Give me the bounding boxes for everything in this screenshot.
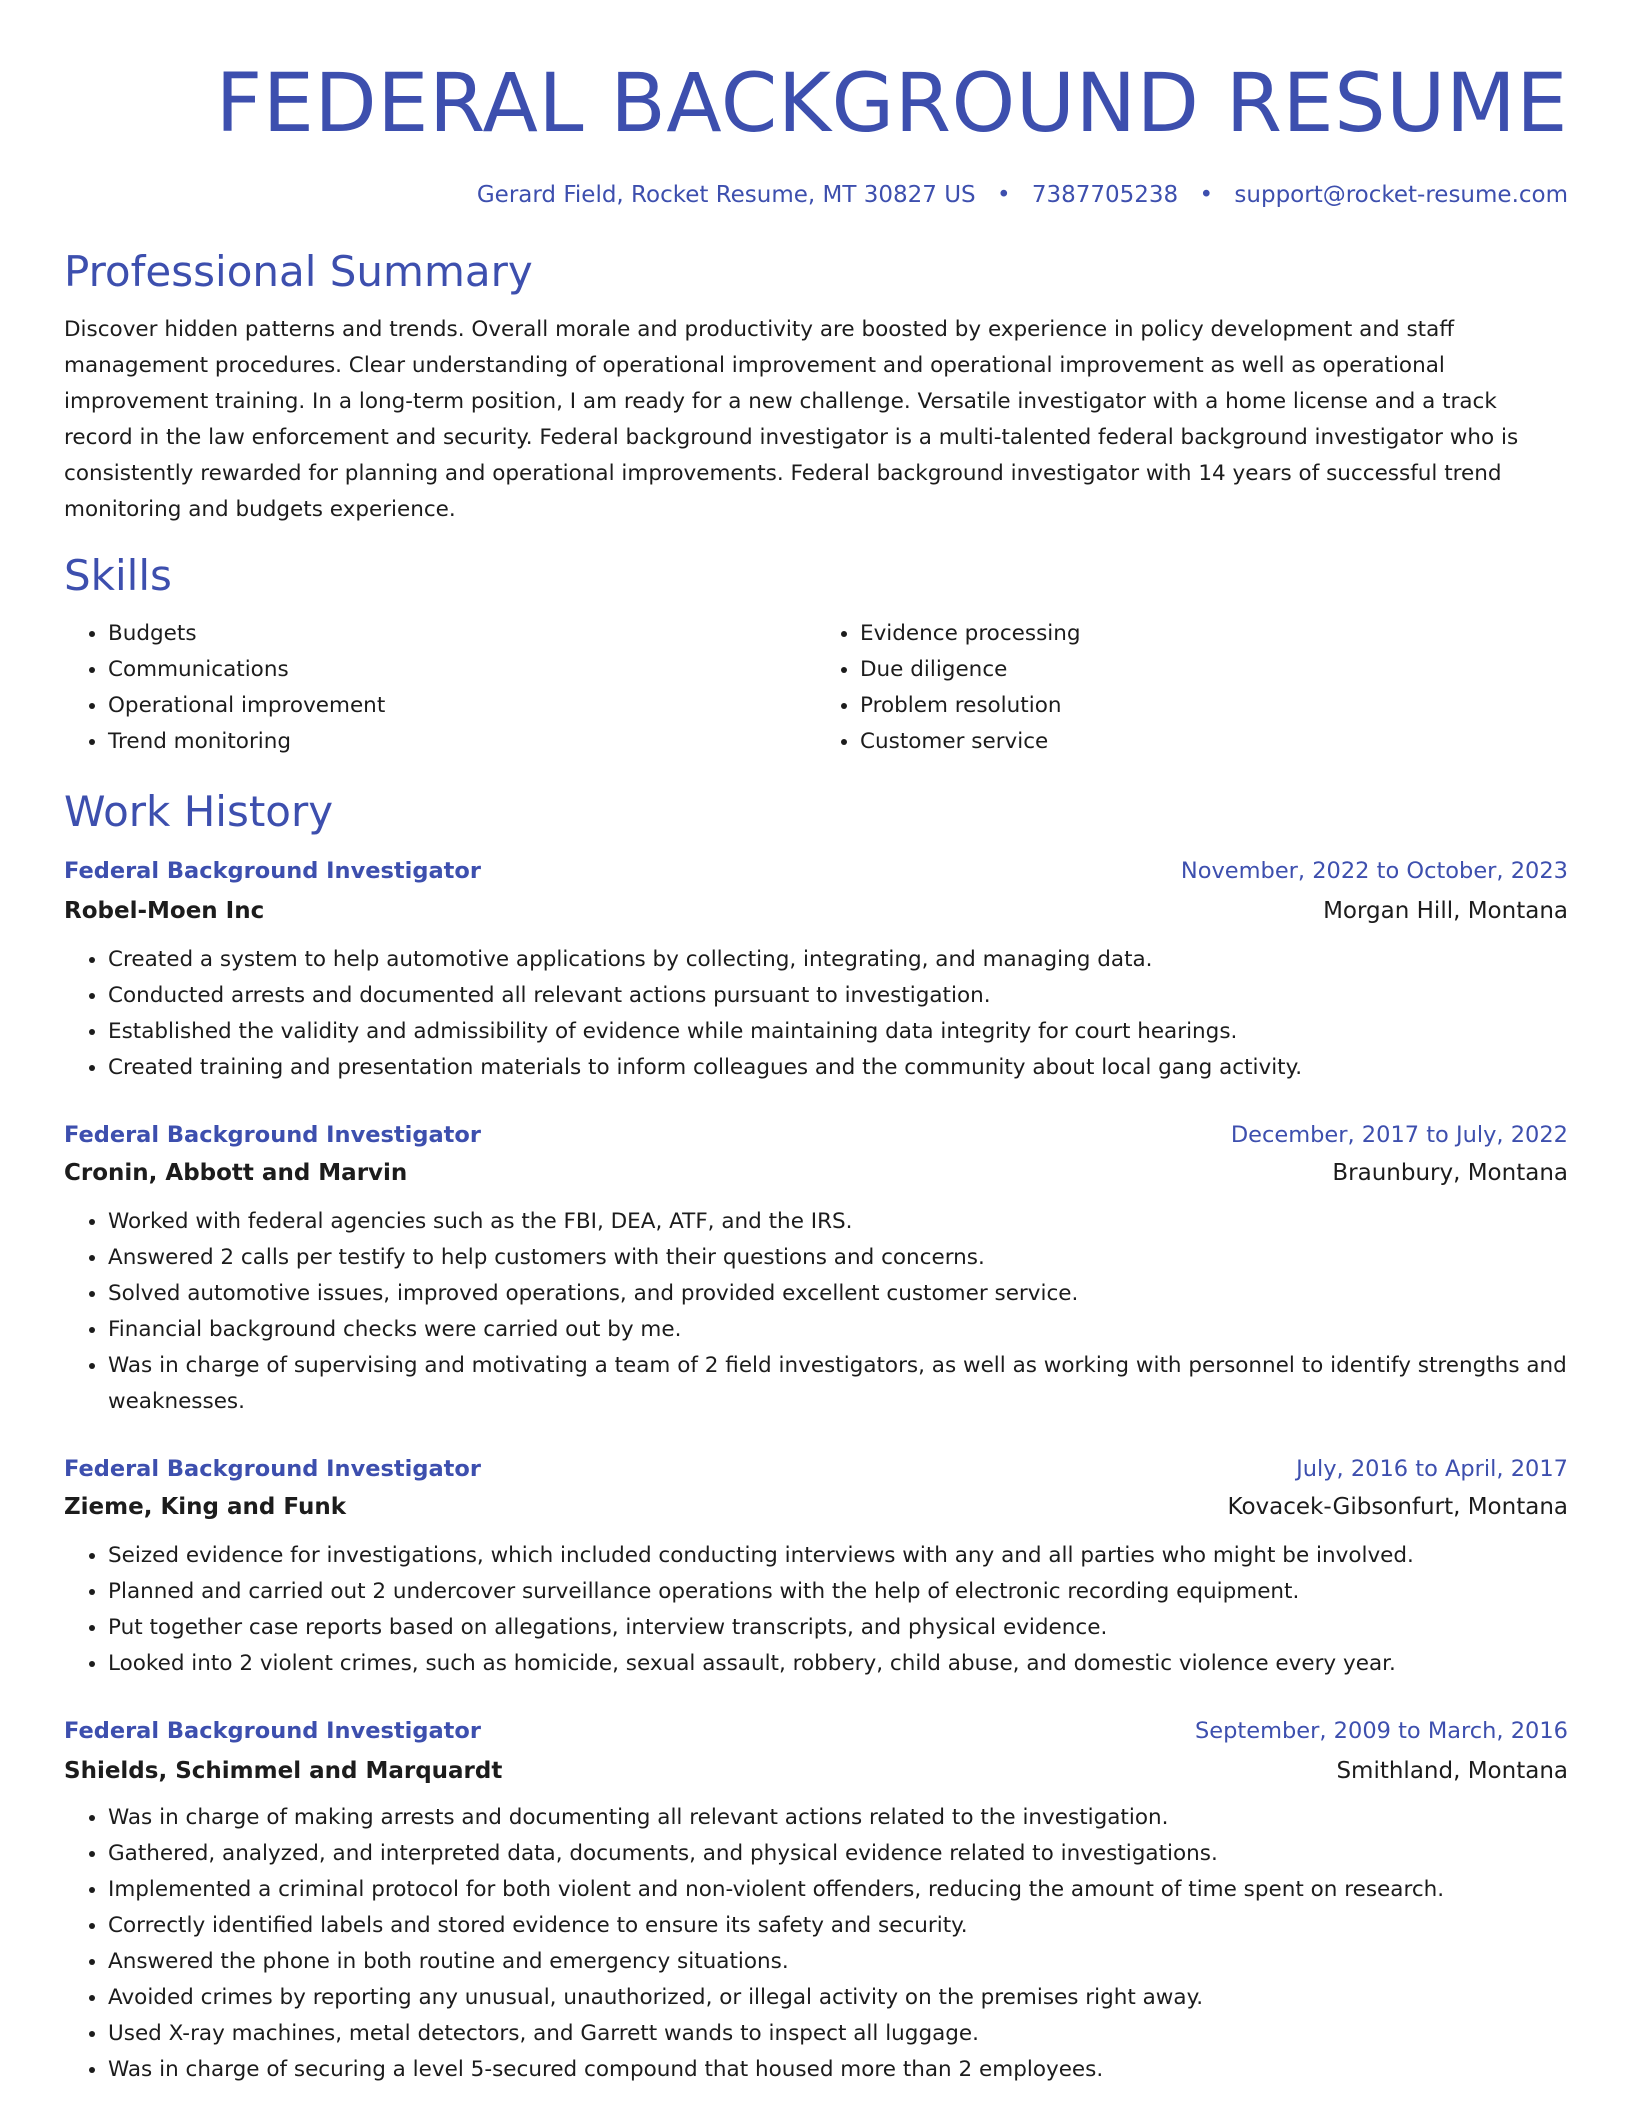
skill-item: • Problem resolution (860, 688, 1568, 724)
job-bullet: • Worked with federal agencies such as the FBI, DEA, ATF, and the IRS. (108, 1204, 1568, 1240)
contact-separator: • (1199, 182, 1214, 208)
contact-separator: • (996, 182, 1011, 208)
job-entry (64, 1120, 1568, 1420)
job-location: Smithland, Montana (1336, 1758, 1568, 1784)
job-bullet: • Gathered, analyzed, and interpreted data, documents, and physical evidence related to investigations. (108, 1836, 1568, 1872)
job-header-row (64, 1716, 1568, 1746)
job-employer-row (64, 1492, 1568, 1522)
job-title: Federal Background Investigator (64, 1456, 481, 1482)
job-employer-row (64, 896, 1568, 926)
job-dates: September, 2009 to March, 2016 (1195, 1718, 1568, 1744)
job-entry (64, 856, 1568, 1086)
job-bullet: • Planned and carried out 2 undercover surveillance operations with the help of electronic recording equipment. (108, 1574, 1568, 1610)
contact-line (64, 180, 1568, 210)
job-bullet: • Created training and presentation materials to inform colleagues and the community about local gang activity. (108, 1050, 1568, 1086)
job-bullet: • Created a system to help automotive applications by collecting, integrating, and managing data. (108, 942, 1568, 978)
job-bullet: • Used X-ray machines, metal detectors, and Garrett wands to inspect all luggage. (108, 2016, 1568, 2052)
job-dates: November, 2022 to October, 2023 (1180, 858, 1568, 884)
job-title: Federal Background Investigator (64, 1122, 481, 1148)
job-company: Cronin, Abbott and Marvin (64, 1160, 408, 1186)
skills-grid (64, 616, 1568, 760)
job-bullet: • Was in charge of making arrests and documenting all relevant actions related to the investigation. (108, 1800, 1568, 1836)
contact-address: Gerard Field, Rocket Resume, MT 30827 US (476, 182, 976, 208)
job-bullet: • Implemented a criminal protocol for both violent and non-violent offenders, reducing the amount of time spent on research. (108, 1872, 1568, 1908)
job-company: Shields, Schimmel and Marquardt (64, 1758, 503, 1784)
skill-item: • Evidence processing (860, 616, 1568, 652)
job-employer-row (64, 1756, 1568, 1786)
job-title: Federal Background Investigator (64, 858, 481, 884)
job-bullet: • Established the validity and admissibility of evidence while maintaining data integrity for court hearings. (108, 1014, 1568, 1050)
job-entry (64, 1454, 1568, 1682)
job-employer-row (64, 1158, 1568, 1188)
skills-list-right (816, 616, 1568, 760)
skill-item: • Due diligence (860, 652, 1568, 688)
job-bullet: • Financial background checks were carried out by me. (108, 1312, 1568, 1348)
job-bullet: • Looked into 2 violent crimes, such as homicide, sexual assault, robbery, child abuse, and domestic violence every year. (108, 1646, 1568, 1682)
job-bullet: • Was in charge of securing a level 5-secured compound that housed more than 2 employees. (108, 2052, 1568, 2088)
job-bullets (64, 1538, 1568, 1682)
contact-phone: 7387705238 (1031, 182, 1179, 208)
job-bullet: • Was in charge of supervising and motivating a team of 2 field investigators, as well as working with personnel to identify strengths and weaknesses. (108, 1348, 1568, 1420)
job-bullet: • Conducted arrests and documented all relevant actions pursuant to investigation. (108, 978, 1568, 1014)
resume-page (64, 0, 1568, 2088)
job-bullet: • Answered 2 calls per testify to help customers with their questions and concerns. (108, 1240, 1568, 1276)
job-location: Braunbury, Montana (1332, 1160, 1568, 1186)
resume-title: FEDERAL BACKGROUND RESUME (215, 57, 1568, 151)
job-entry (64, 1716, 1568, 2088)
skill-item: • Communications (108, 652, 816, 688)
job-bullets (64, 1800, 1568, 2088)
job-dates: July, 2016 to April, 2017 (1296, 1456, 1568, 1482)
section-title-professional-summary: Professional Summary (64, 247, 533, 296)
job-bullet: • Answered the phone in both routine and emergency situations. (108, 1944, 1568, 1980)
job-bullet: • Seized evidence for investigations, which included conducting interviews with any and all parties who might be involved. (108, 1538, 1568, 1574)
job-bullet: • Put together case reports based on allegations, interview transcripts, and physical evidence. (108, 1610, 1568, 1646)
job-location: Morgan Hill, Montana (1323, 898, 1568, 924)
skill-item: • Budgets (108, 616, 816, 652)
skill-item: • Operational improvement (108, 688, 816, 724)
skill-item: • Trend monitoring (108, 724, 816, 760)
job-title: Federal Background Investigator (64, 1718, 481, 1744)
job-company: Zieme, King and Funk (64, 1494, 346, 1520)
job-bullet: • Avoided crimes by reporting any unusual, unauthorized, or illegal activity on the premises right away. (108, 1980, 1568, 2016)
job-company: Robel-Moen Inc (64, 898, 265, 924)
job-header-row (64, 856, 1568, 886)
job-location: Kovacek-Gibsonfurt, Montana (1227, 1494, 1568, 1520)
job-bullet: • Correctly identified labels and stored evidence to ensure its safety and security. (108, 1908, 1568, 1944)
contact-email: support@rocket-resume.com (1234, 182, 1568, 208)
summary-text: Discover hidden patterns and trends. Overall morale and productivity are boosted by experience in policy development and staff management procedures. Clear understanding of operational improvement and operational improvement as well as operational improvement training. In a long-term position, I am ready for a new challenge. Versatile investigator with a home license and a track record in the law enforcement and security. Federal background investigator is a multi-talented federal background investigator who is consistently rewarded for planning and operational improvements. Federal background investigator with 14 years of successful trend monitoring and budgets experience. (64, 317, 1519, 522)
job-bullets (64, 1204, 1568, 1420)
section-title-work-history: Work History (64, 787, 334, 836)
section-title-skills: Skills (64, 551, 172, 600)
skills-list-left (64, 616, 816, 760)
job-header-row (64, 1454, 1568, 1484)
job-header-row (64, 1120, 1568, 1150)
job-dates: December, 2017 to July, 2022 (1230, 1122, 1568, 1148)
skill-item: • Customer service (860, 724, 1568, 760)
job-bullet: • Solved automotive issues, improved operations, and provided excellent customer service. (108, 1276, 1568, 1312)
job-bullets (64, 942, 1568, 1086)
